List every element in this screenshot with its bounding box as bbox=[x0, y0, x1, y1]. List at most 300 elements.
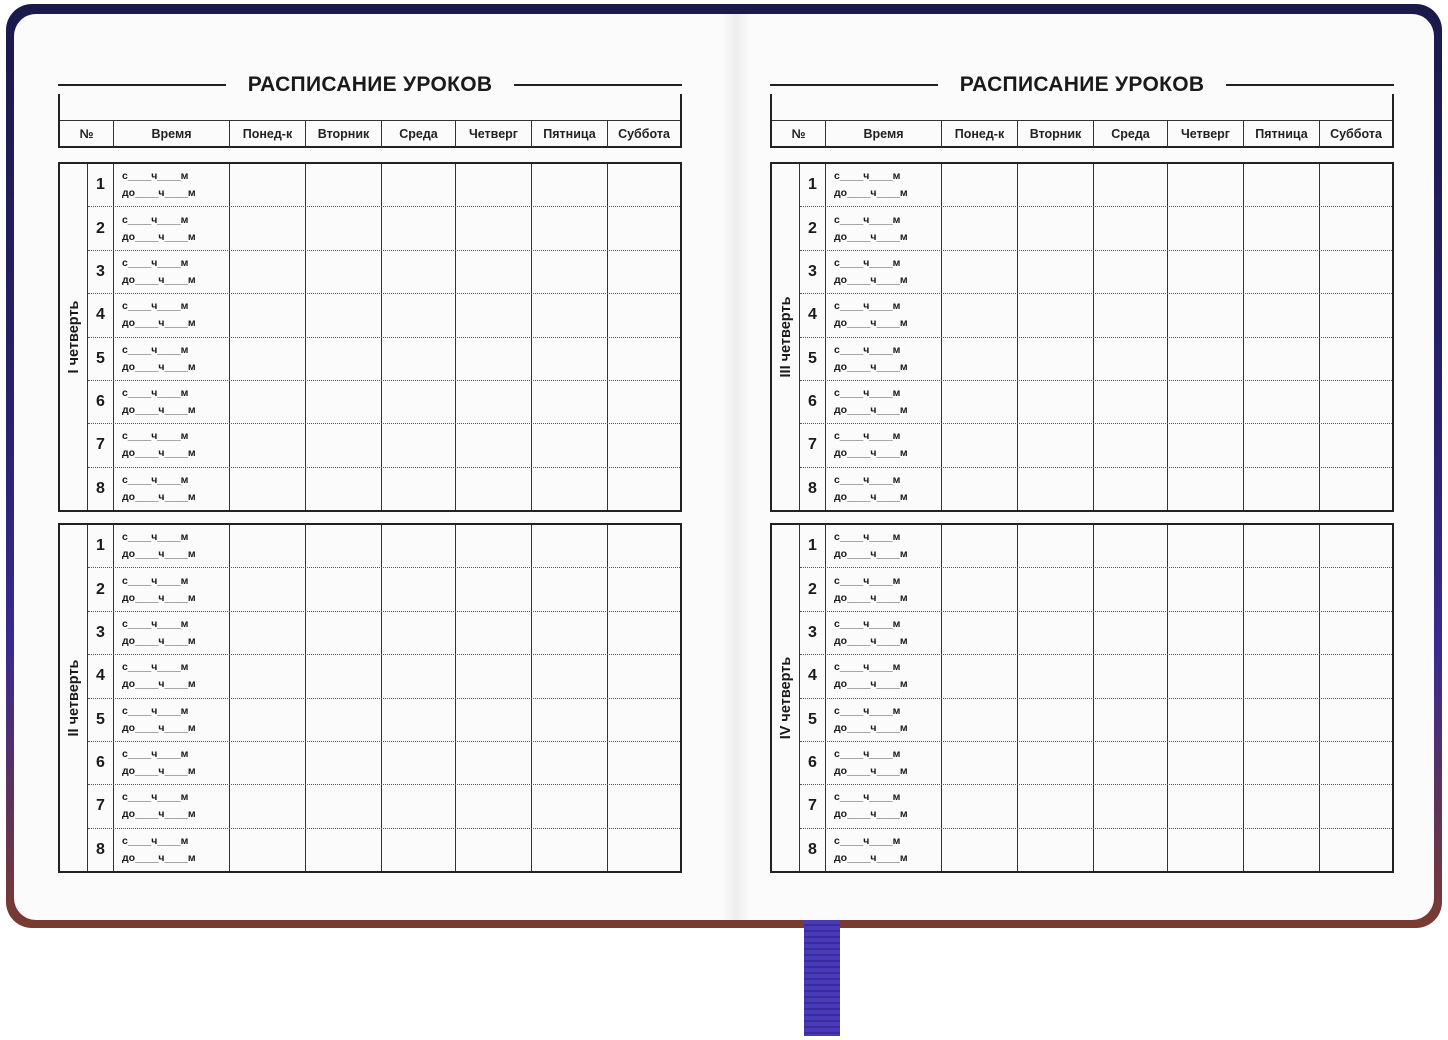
day-cell[interactable] bbox=[532, 612, 608, 654]
time-to: до____ч____м bbox=[122, 851, 196, 864]
day-cell[interactable] bbox=[1094, 251, 1168, 293]
day-cell[interactable] bbox=[306, 742, 382, 784]
quarter-block bbox=[770, 523, 1394, 873]
day-cell[interactable] bbox=[382, 164, 456, 206]
day-cell[interactable] bbox=[306, 525, 382, 567]
day-cell[interactable] bbox=[1244, 468, 1320, 510]
header-cell: Среда bbox=[382, 121, 456, 147]
day-cell[interactable] bbox=[608, 207, 680, 249]
ribbon-bookmark bbox=[804, 914, 840, 1036]
header-cell: Пятница bbox=[532, 121, 608, 147]
day-cell[interactable] bbox=[1320, 468, 1392, 510]
day-cell[interactable] bbox=[382, 829, 456, 871]
day-cell[interactable] bbox=[608, 655, 680, 697]
day-cell[interactable] bbox=[532, 207, 608, 249]
day-cell[interactable] bbox=[1018, 525, 1094, 567]
day-cell[interactable] bbox=[456, 294, 532, 336]
time-to: до____ч____м bbox=[834, 634, 908, 647]
day-cell[interactable] bbox=[1320, 424, 1392, 466]
day-cell[interactable] bbox=[230, 207, 306, 249]
day-cell[interactable] bbox=[1018, 699, 1094, 741]
day-cell[interactable] bbox=[532, 699, 608, 741]
quarter-label-text: III четверть bbox=[777, 296, 794, 378]
time-from: с____ч____м bbox=[834, 343, 901, 356]
lesson-number: 4 bbox=[800, 294, 826, 336]
day-cell[interactable] bbox=[608, 699, 680, 741]
lesson-row bbox=[88, 699, 680, 742]
day-cell[interactable] bbox=[532, 424, 608, 466]
lesson-row bbox=[800, 568, 1392, 611]
lesson-number: 8 bbox=[800, 468, 826, 510]
lesson-time bbox=[114, 655, 230, 697]
time-from: с____ч____м bbox=[122, 834, 189, 847]
lesson-time bbox=[114, 785, 230, 827]
day-cell[interactable] bbox=[942, 742, 1018, 784]
day-cell[interactable] bbox=[382, 612, 456, 654]
day-cell[interactable] bbox=[1018, 424, 1094, 466]
day-cell[interactable] bbox=[1168, 294, 1244, 336]
day-cell[interactable] bbox=[456, 251, 532, 293]
day-cell[interactable] bbox=[1094, 699, 1168, 741]
day-cell[interactable] bbox=[1018, 294, 1094, 336]
lesson-number: 3 bbox=[88, 612, 114, 654]
day-cell[interactable] bbox=[1168, 785, 1244, 827]
time-to: до____ч____м bbox=[122, 721, 196, 734]
quarter-label-text: I четверть bbox=[65, 300, 82, 374]
time-from: с____ч____м bbox=[834, 574, 901, 587]
day-cell[interactable] bbox=[382, 742, 456, 784]
day-cell[interactable] bbox=[1094, 655, 1168, 697]
day-cell[interactable] bbox=[608, 742, 680, 784]
day-cell[interactable] bbox=[230, 525, 306, 567]
day-cell[interactable] bbox=[1168, 829, 1244, 871]
lesson-time bbox=[114, 207, 230, 249]
day-cell[interactable] bbox=[1244, 785, 1320, 827]
day-cell[interactable] bbox=[1168, 424, 1244, 466]
day-cell[interactable] bbox=[1094, 742, 1168, 784]
day-cell[interactable] bbox=[456, 207, 532, 249]
day-cell[interactable] bbox=[1320, 251, 1392, 293]
day-cell[interactable] bbox=[1168, 251, 1244, 293]
time-from: с____ч____м bbox=[122, 617, 189, 630]
day-cell[interactable] bbox=[1320, 381, 1392, 423]
day-cell[interactable] bbox=[306, 207, 382, 249]
day-cell[interactable] bbox=[1168, 655, 1244, 697]
day-cell[interactable] bbox=[1320, 294, 1392, 336]
time-from: с____ч____м bbox=[834, 387, 901, 400]
day-cell[interactable] bbox=[456, 381, 532, 423]
day-cell[interactable] bbox=[532, 251, 608, 293]
quarter-label-text: II четверть bbox=[65, 659, 82, 737]
lesson-number: 5 bbox=[88, 338, 114, 380]
day-cell[interactable] bbox=[230, 785, 306, 827]
day-cell[interactable] bbox=[230, 742, 306, 784]
day-cell[interactable] bbox=[382, 468, 456, 510]
day-cell[interactable] bbox=[532, 468, 608, 510]
day-cell[interactable] bbox=[1094, 381, 1168, 423]
day-cell[interactable] bbox=[942, 294, 1018, 336]
day-cell[interactable] bbox=[306, 655, 382, 697]
title-rule-left bbox=[770, 84, 938, 86]
day-cell[interactable] bbox=[456, 829, 532, 871]
day-cell[interactable] bbox=[1168, 699, 1244, 741]
day-cell[interactable] bbox=[1244, 251, 1320, 293]
day-cell[interactable] bbox=[608, 424, 680, 466]
time-from: с____ч____м bbox=[834, 213, 901, 226]
day-cell[interactable] bbox=[1018, 468, 1094, 510]
day-cell[interactable] bbox=[532, 829, 608, 871]
day-cell[interactable] bbox=[1018, 164, 1094, 206]
lesson-number: 6 bbox=[88, 742, 114, 784]
lesson-row bbox=[800, 338, 1392, 381]
day-cell[interactable] bbox=[608, 829, 680, 871]
day-cell[interactable] bbox=[382, 251, 456, 293]
day-cell[interactable] bbox=[1168, 742, 1244, 784]
day-cell[interactable] bbox=[456, 785, 532, 827]
day-cell[interactable] bbox=[1018, 785, 1094, 827]
day-cell[interactable] bbox=[230, 468, 306, 510]
day-cell[interactable] bbox=[456, 612, 532, 654]
day-cell[interactable] bbox=[608, 468, 680, 510]
lesson-number: 6 bbox=[800, 381, 826, 423]
day-cell[interactable] bbox=[382, 785, 456, 827]
day-cell[interactable] bbox=[1244, 612, 1320, 654]
day-cell[interactable] bbox=[942, 468, 1018, 510]
time-from: с____ч____м bbox=[834, 256, 901, 269]
day-cell[interactable] bbox=[306, 294, 382, 336]
time-from: с____ч____м bbox=[122, 213, 189, 226]
day-cell[interactable] bbox=[608, 164, 680, 206]
day-cell[interactable] bbox=[1018, 381, 1094, 423]
lesson-row bbox=[88, 424, 680, 467]
title-rule-right bbox=[1226, 84, 1394, 86]
day-cell[interactable] bbox=[230, 424, 306, 466]
time-to: до____ч____м bbox=[834, 765, 908, 778]
day-cell[interactable] bbox=[382, 424, 456, 466]
lesson-row bbox=[88, 568, 680, 611]
time-to: до____ч____м bbox=[834, 721, 908, 734]
header-cells bbox=[60, 120, 680, 147]
time-from: с____ч____м bbox=[122, 473, 189, 486]
day-cell[interactable] bbox=[608, 294, 680, 336]
lesson-time bbox=[114, 468, 230, 510]
time-to: до____ч____м bbox=[122, 230, 196, 243]
day-cell[interactable] bbox=[382, 525, 456, 567]
day-cell[interactable] bbox=[1244, 338, 1320, 380]
quarter-label-text: IV четверть bbox=[777, 656, 794, 740]
day-cell[interactable] bbox=[1168, 525, 1244, 567]
lesson-number: 1 bbox=[800, 164, 826, 206]
day-cell[interactable] bbox=[1094, 612, 1168, 654]
lesson-row bbox=[800, 829, 1392, 871]
lesson-row bbox=[88, 829, 680, 871]
day-cell[interactable] bbox=[942, 612, 1018, 654]
day-cell[interactable] bbox=[382, 699, 456, 741]
header-cell: Суббота bbox=[618, 127, 670, 141]
time-from: с____ч____м bbox=[834, 473, 901, 486]
day-cell[interactable] bbox=[1168, 207, 1244, 249]
day-cell[interactable] bbox=[1320, 525, 1392, 567]
day-cell[interactable] bbox=[1094, 525, 1168, 567]
time-to: до____ч____м bbox=[834, 490, 908, 503]
header-cell: Понед-к bbox=[942, 121, 1018, 147]
time-to: до____ч____м bbox=[834, 447, 908, 460]
day-cell[interactable] bbox=[306, 468, 382, 510]
lesson-time bbox=[826, 525, 942, 567]
day-cell[interactable] bbox=[608, 338, 680, 380]
day-cell[interactable] bbox=[306, 829, 382, 871]
day-cell[interactable] bbox=[1018, 338, 1094, 380]
day-cell[interactable] bbox=[456, 699, 532, 741]
lesson-time bbox=[114, 164, 230, 206]
day-cell[interactable] bbox=[1094, 207, 1168, 249]
time-to: до____ч____м bbox=[122, 591, 196, 604]
day-cell[interactable] bbox=[608, 525, 680, 567]
time-from: с____ч____м bbox=[122, 748, 189, 761]
day-cell[interactable] bbox=[532, 338, 608, 380]
lesson-row bbox=[800, 612, 1392, 655]
day-cell[interactable] bbox=[1244, 655, 1320, 697]
time-to: до____ч____м bbox=[834, 273, 908, 286]
day-cell[interactable] bbox=[382, 338, 456, 380]
day-cell[interactable] bbox=[230, 568, 306, 610]
day-cell[interactable] bbox=[942, 655, 1018, 697]
lesson-row bbox=[800, 655, 1392, 698]
day-cell[interactable] bbox=[532, 742, 608, 784]
lesson-time bbox=[826, 655, 942, 697]
day-cell[interactable] bbox=[1168, 381, 1244, 423]
day-cell[interactable] bbox=[1320, 785, 1392, 827]
day-cell[interactable] bbox=[382, 207, 456, 249]
quarter-label bbox=[772, 164, 800, 510]
day-cell[interactable] bbox=[1018, 829, 1094, 871]
day-cell[interactable] bbox=[230, 699, 306, 741]
day-cell[interactable] bbox=[456, 525, 532, 567]
time-from: с____ч____м bbox=[122, 531, 189, 544]
day-cell[interactable] bbox=[1018, 655, 1094, 697]
day-cell[interactable] bbox=[1320, 207, 1392, 249]
day-cell[interactable] bbox=[532, 294, 608, 336]
day-cell[interactable] bbox=[532, 785, 608, 827]
day-cell[interactable] bbox=[1320, 338, 1392, 380]
header-cell: Пятница bbox=[1244, 121, 1320, 147]
time-to: до____ч____м bbox=[122, 765, 196, 778]
spine-shadow bbox=[722, 14, 750, 920]
time-from: с____ч____м bbox=[122, 661, 189, 674]
day-cell[interactable] bbox=[1168, 468, 1244, 510]
time-from: с____ч____м bbox=[122, 387, 189, 400]
day-cell[interactable] bbox=[1094, 164, 1168, 206]
day-cell[interactable] bbox=[382, 294, 456, 336]
day-cell[interactable] bbox=[1094, 468, 1168, 510]
day-cell[interactable] bbox=[942, 568, 1018, 610]
day-cell[interactable] bbox=[382, 655, 456, 697]
day-cell[interactable] bbox=[942, 338, 1018, 380]
day-cell[interactable] bbox=[1018, 612, 1094, 654]
day-cell[interactable] bbox=[1094, 785, 1168, 827]
lesson-row bbox=[88, 525, 680, 568]
day-cell[interactable] bbox=[1244, 381, 1320, 423]
day-cell[interactable] bbox=[1320, 742, 1392, 784]
day-cell[interactable] bbox=[942, 251, 1018, 293]
time-from: с____ч____м bbox=[834, 617, 901, 630]
day-cell[interactable] bbox=[1094, 424, 1168, 466]
lesson-rows bbox=[800, 525, 1392, 871]
day-cell[interactable] bbox=[1018, 207, 1094, 249]
day-cell[interactable] bbox=[942, 381, 1018, 423]
day-cell[interactable] bbox=[1244, 829, 1320, 871]
day-cell[interactable] bbox=[230, 829, 306, 871]
day-cell[interactable] bbox=[942, 699, 1018, 741]
day-cell[interactable] bbox=[1244, 207, 1320, 249]
day-cell[interactable] bbox=[1168, 568, 1244, 610]
day-cell[interactable] bbox=[456, 164, 532, 206]
day-cell[interactable] bbox=[456, 424, 532, 466]
day-cell[interactable] bbox=[1094, 568, 1168, 610]
day-cell[interactable] bbox=[1168, 164, 1244, 206]
lesson-row bbox=[88, 468, 680, 510]
day-cell[interactable] bbox=[942, 829, 1018, 871]
day-cell[interactable] bbox=[608, 251, 680, 293]
day-cell[interactable] bbox=[532, 568, 608, 610]
lesson-number: 1 bbox=[88, 164, 114, 206]
day-cell[interactable] bbox=[230, 251, 306, 293]
day-cell[interactable] bbox=[608, 568, 680, 610]
time-from: с____ч____м bbox=[834, 704, 901, 717]
day-cell[interactable] bbox=[382, 568, 456, 610]
day-cell[interactable] bbox=[608, 612, 680, 654]
day-cell[interactable] bbox=[456, 338, 532, 380]
lesson-row bbox=[88, 785, 680, 828]
day-cell[interactable] bbox=[608, 785, 680, 827]
day-cell[interactable] bbox=[942, 525, 1018, 567]
header-cell: № bbox=[772, 121, 826, 147]
day-cell[interactable] bbox=[532, 525, 608, 567]
day-cell[interactable] bbox=[532, 655, 608, 697]
day-cell[interactable] bbox=[1244, 742, 1320, 784]
day-cell[interactable] bbox=[1244, 525, 1320, 567]
day-cell[interactable] bbox=[230, 338, 306, 380]
day-cell[interactable] bbox=[1320, 568, 1392, 610]
quarter-block bbox=[58, 162, 682, 512]
time-to: до____ч____м bbox=[834, 678, 908, 691]
header-cell: Четверг bbox=[1168, 121, 1244, 147]
day-cell[interactable] bbox=[306, 338, 382, 380]
day-cell[interactable] bbox=[1018, 568, 1094, 610]
lesson-row bbox=[800, 381, 1392, 424]
day-cell[interactable] bbox=[1244, 424, 1320, 466]
day-cell[interactable] bbox=[1244, 294, 1320, 336]
time-to: до____ч____м bbox=[122, 317, 196, 330]
day-cell[interactable] bbox=[456, 468, 532, 510]
lesson-time bbox=[114, 525, 230, 567]
day-cell[interactable] bbox=[230, 381, 306, 423]
day-cell[interactable] bbox=[306, 568, 382, 610]
day-cell[interactable] bbox=[230, 294, 306, 336]
lesson-row bbox=[800, 164, 1392, 207]
lesson-rows bbox=[88, 525, 680, 871]
day-cell[interactable] bbox=[942, 424, 1018, 466]
day-cell[interactable] bbox=[1320, 655, 1392, 697]
day-cell[interactable] bbox=[306, 424, 382, 466]
header-cell: Вторник bbox=[306, 121, 382, 147]
time-to: до____ч____м bbox=[122, 187, 196, 200]
day-cell[interactable] bbox=[456, 655, 532, 697]
day-cell[interactable] bbox=[306, 699, 382, 741]
lesson-time bbox=[826, 164, 942, 206]
header-cells bbox=[772, 120, 1392, 147]
day-cell[interactable] bbox=[942, 785, 1018, 827]
day-cell[interactable] bbox=[456, 568, 532, 610]
day-cell[interactable] bbox=[1168, 612, 1244, 654]
lesson-time bbox=[826, 294, 942, 336]
day-cell[interactable] bbox=[230, 655, 306, 697]
day-cell[interactable] bbox=[382, 381, 456, 423]
day-cell[interactable] bbox=[1320, 829, 1392, 871]
time-from: с____ч____м bbox=[834, 791, 901, 804]
day-cell[interactable] bbox=[1320, 699, 1392, 741]
day-cell[interactable] bbox=[532, 381, 608, 423]
day-cell[interactable] bbox=[230, 612, 306, 654]
day-cell[interactable] bbox=[306, 164, 382, 206]
day-cell[interactable] bbox=[306, 612, 382, 654]
left-page bbox=[58, 14, 698, 914]
day-cell[interactable] bbox=[1094, 829, 1168, 871]
time-from: с____ч____м bbox=[834, 748, 901, 761]
time-to: до____ч____м bbox=[834, 808, 908, 821]
lesson-number: 3 bbox=[88, 251, 114, 293]
day-cell[interactable] bbox=[942, 164, 1018, 206]
quarter-block bbox=[58, 523, 682, 873]
day-cell[interactable] bbox=[1018, 251, 1094, 293]
day-cell[interactable] bbox=[608, 381, 680, 423]
day-cell[interactable] bbox=[456, 742, 532, 784]
day-cell[interactable] bbox=[1244, 568, 1320, 610]
time-from: с____ч____м bbox=[834, 531, 901, 544]
lesson-time bbox=[826, 829, 942, 871]
day-cell[interactable] bbox=[942, 207, 1018, 249]
day-cell[interactable] bbox=[1168, 338, 1244, 380]
day-cell[interactable] bbox=[1244, 699, 1320, 741]
time-to: до____ч____м bbox=[122, 808, 196, 821]
day-cell[interactable] bbox=[1018, 742, 1094, 784]
day-cell[interactable] bbox=[230, 164, 306, 206]
time-to: до____ч____м bbox=[122, 404, 196, 417]
day-cell[interactable] bbox=[1244, 164, 1320, 206]
lesson-row bbox=[800, 742, 1392, 785]
lesson-row bbox=[800, 525, 1392, 568]
day-cell[interactable] bbox=[532, 164, 608, 206]
day-cell[interactable] bbox=[306, 785, 382, 827]
day-cell[interactable] bbox=[306, 251, 382, 293]
lesson-time bbox=[826, 568, 942, 610]
day-cell[interactable] bbox=[306, 381, 382, 423]
lesson-row bbox=[88, 381, 680, 424]
quarter-label bbox=[772, 525, 800, 871]
day-cell[interactable] bbox=[1320, 612, 1392, 654]
header-cell: Суббота bbox=[1330, 127, 1382, 141]
time-to: до____ч____м bbox=[122, 360, 196, 373]
day-cell[interactable] bbox=[1094, 294, 1168, 336]
time-from: с____ч____м bbox=[122, 704, 189, 717]
lesson-number: 2 bbox=[800, 207, 826, 249]
day-cell[interactable] bbox=[1094, 338, 1168, 380]
time-to: до____ч____м bbox=[834, 851, 908, 864]
lesson-number: 4 bbox=[88, 655, 114, 697]
lesson-row bbox=[88, 207, 680, 250]
day-cell[interactable] bbox=[1320, 164, 1392, 206]
time-to: до____ч____м bbox=[834, 317, 908, 330]
